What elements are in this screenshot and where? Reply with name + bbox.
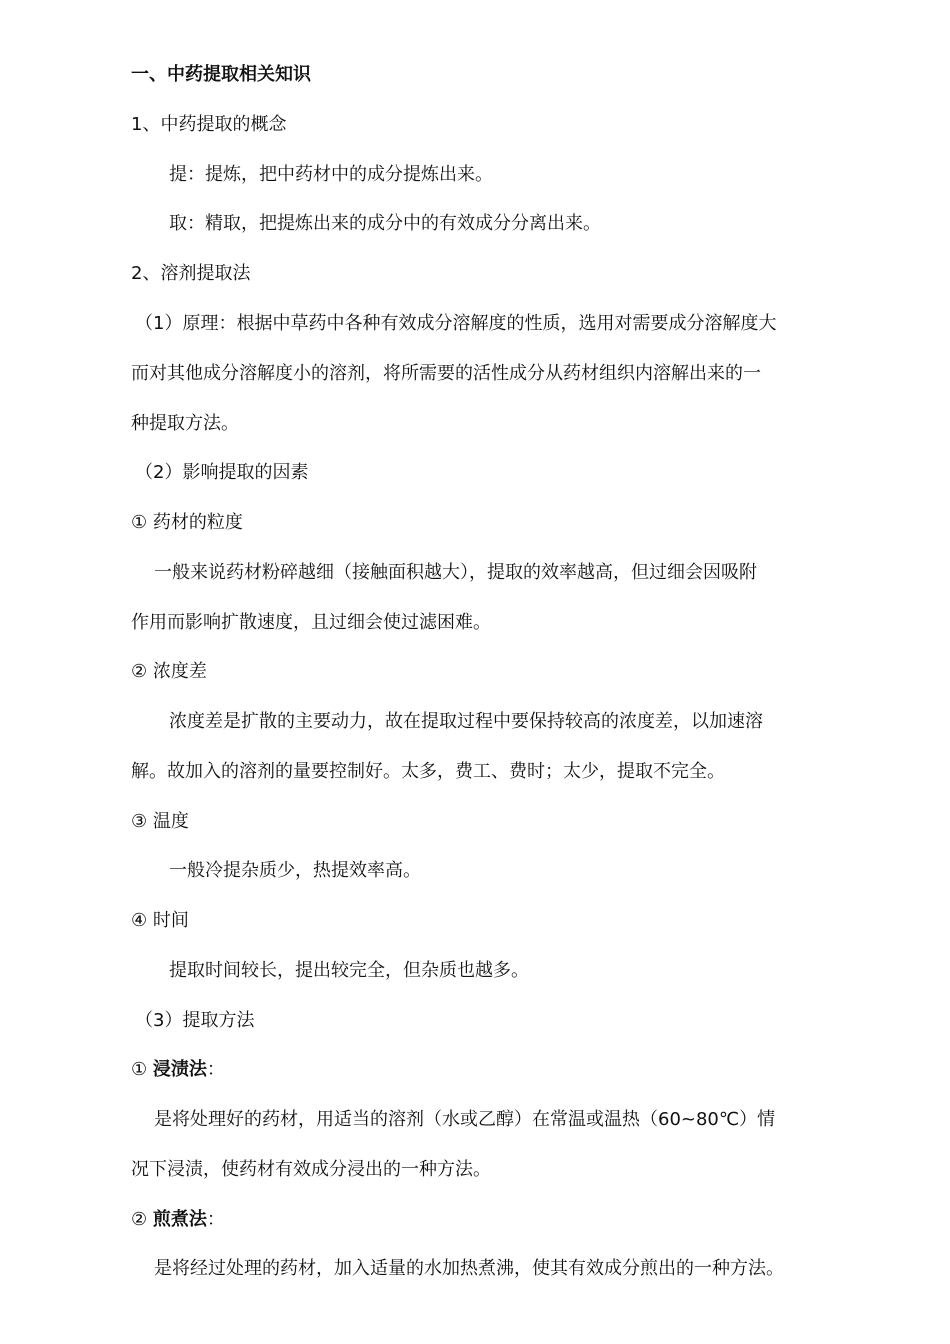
list-item-title: ③ 温度 — [131, 811, 189, 832]
list-heading: （3）提取方法 — [135, 1010, 255, 1031]
subsection-title: 2、溶剂提取法 — [131, 263, 251, 284]
paragraph-line: 提：提炼，把中药材中的成分提炼出来。 — [169, 164, 493, 185]
list-item-title: ④ 时间 — [131, 910, 189, 931]
method-name: 煎煮法 — [152, 1209, 207, 1230]
list-item-title: ② 浓度差 — [131, 661, 207, 682]
list-item-title: ① 药材的粒度 — [131, 512, 243, 533]
subsection-title: 1、中药提取的概念 — [131, 114, 287, 135]
paragraph-line: 一般冷提杂质少，热提效率高。 — [169, 860, 421, 881]
section-title: 一、中药提取相关知识 — [131, 64, 311, 85]
list-heading: （2）影响提取的因素 — [135, 462, 309, 483]
method-colon: ： — [206, 1059, 225, 1080]
paragraph-line: 一般来说药材粉碎越细（接触面积越大），提取的效率越高，但过细会因吸附 — [154, 562, 757, 583]
paragraph-line: 而对其他成分溶解度小的溶剂，将所需要的活性成分从药材组织内溶解出来的一 — [131, 363, 761, 384]
method-number: ① — [131, 1059, 153, 1080]
paragraph-line: 是将处理好的药材，用适当的溶剂（水或乙醇）在常温或温热（60~80℃）情 — [154, 1109, 776, 1130]
method-colon: ： — [206, 1209, 225, 1230]
paragraph-line: 解。故加入的溶剂的量要控制好。太多，费工、费时；太少，提取不完全。 — [131, 761, 725, 782]
paragraph-line: 种提取方法。 — [131, 413, 239, 434]
paragraph-line: （1）原理：根据中草药中各种有效成分溶解度的性质，选用对需要成分溶解度大 — [135, 313, 777, 334]
method-title — [131, 1195, 831, 1245]
method-title — [131, 1045, 831, 1095]
method-name: 浸渍法 — [152, 1059, 207, 1080]
paragraph-line: 作用而影响扩散速度，且过细会使过滤困难。 — [131, 612, 491, 633]
paragraph-line: 提取时间较长，提出较完全，但杂质也越多。 — [169, 960, 529, 981]
paragraph-line: 是将经过处理的药材，加入适量的水加热煮沸，使其有效成分煎出的一种方法。 — [154, 1258, 784, 1279]
paragraph-line: 况下浸渍，使药材有效成分浸出的一种方法。 — [131, 1159, 491, 1180]
method-number: ② — [131, 1209, 153, 1230]
paragraph-line: 浓度差是扩散的主要动力，故在提取过程中要保持较高的浓度差，以加速溶 — [169, 711, 763, 732]
paragraph-line: 取：精取，把提炼出来的成分中的有效成分分离出来。 — [169, 213, 601, 234]
